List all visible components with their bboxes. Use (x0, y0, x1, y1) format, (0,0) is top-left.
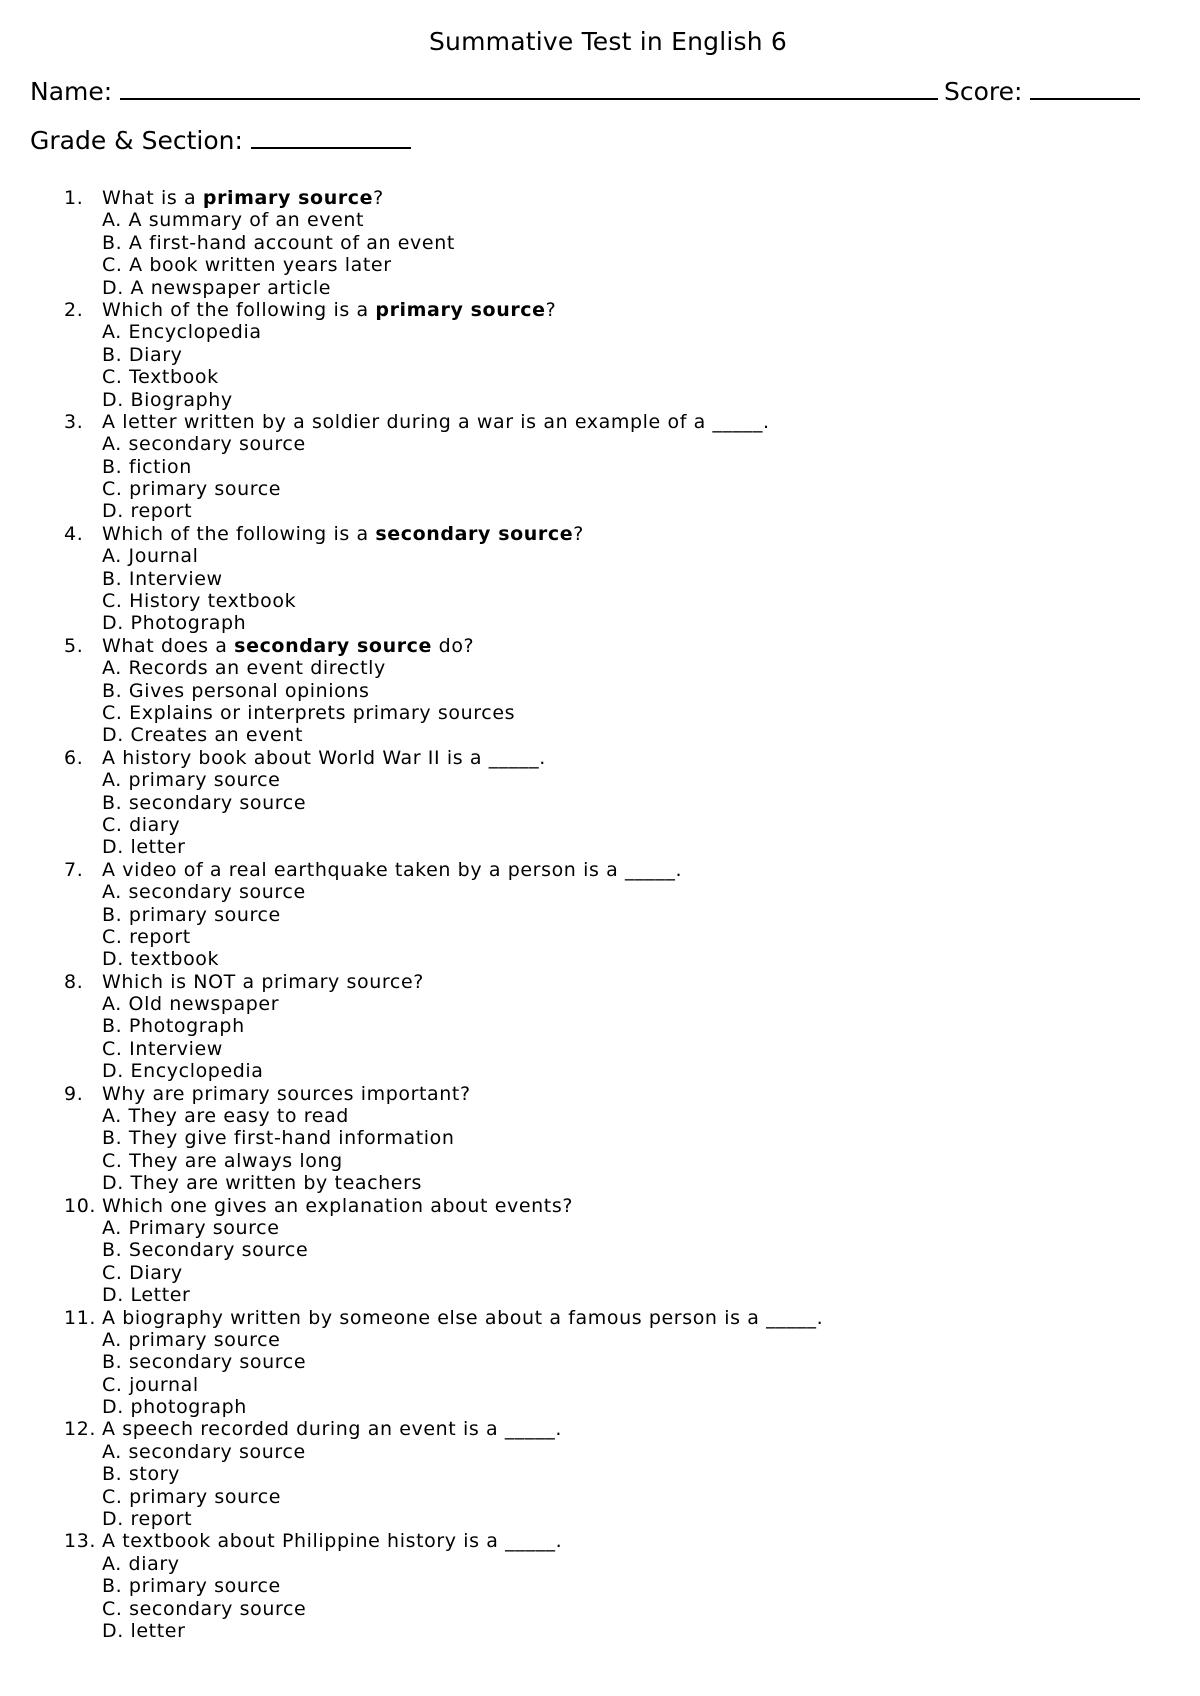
name-field (30, 76, 938, 108)
question-text-end: ? (373, 187, 384, 209)
question-item (64, 859, 823, 971)
answer-option[interactable]: D. They are written by teachers (102, 1172, 423, 1195)
answer-option[interactable]: A. Journal (102, 545, 199, 568)
question-number: 11. (64, 1306, 97, 1329)
question-text-start: Which of the following is a (102, 522, 376, 545)
question-number: 10. (64, 1194, 97, 1217)
question-text (64, 299, 823, 321)
question-number: 12. (64, 1418, 97, 1441)
answer-option[interactable]: B. Diary (102, 343, 183, 366)
question-item (64, 1307, 823, 1419)
question-number: 2. (64, 298, 84, 321)
answer-option[interactable]: B. fiction (102, 455, 192, 478)
question-item (64, 1530, 823, 1642)
answer-option[interactable]: C. A book written years later (102, 254, 392, 277)
question-key-term: primary source (202, 187, 374, 209)
answer-option[interactable]: D. photograph (102, 1396, 247, 1419)
question-key-term: secondary source (375, 522, 574, 545)
question-text (64, 859, 823, 881)
question-item (64, 187, 823, 299)
answer-option[interactable]: A. They are easy to read (102, 1105, 349, 1128)
question-item (64, 1418, 823, 1530)
answer-option[interactable]: D. Letter (102, 1284, 191, 1307)
answer-option[interactable]: B. Secondary source (102, 1239, 309, 1262)
answer-option[interactable]: D. textbook (102, 948, 220, 971)
question-text-start: Which is NOT a primary source? (102, 970, 424, 993)
answer-option[interactable]: B. They give first-hand information (102, 1127, 455, 1150)
question-key-term: primary source (375, 298, 546, 321)
question-item (64, 747, 823, 859)
grade-section-field (30, 125, 411, 157)
answer-option[interactable]: D. A newspaper article (102, 276, 332, 299)
question-text-start: A letter written by a soldier during a war is an example of a _____. (102, 410, 770, 433)
answer-option[interactable]: D. report (102, 500, 193, 523)
answer-option[interactable]: A. A summary of an event (102, 209, 365, 232)
answer-option[interactable]: B. story (102, 1463, 180, 1486)
answer-option[interactable]: B. primary source (102, 903, 281, 926)
answer-option[interactable]: C. report (102, 925, 191, 948)
answer-option[interactable]: B. A first-hand account of an event (102, 231, 455, 254)
question-text (64, 187, 823, 209)
question-text-start: A history book about World War II is a _____. (102, 746, 546, 769)
question-text (64, 635, 823, 657)
question-text-start: What does a (102, 634, 235, 657)
score-label: Score: (944, 77, 1023, 106)
question-text (64, 971, 823, 993)
question-list (64, 187, 823, 1642)
answer-option[interactable]: D. report (102, 1508, 193, 1531)
question-number: 8. (64, 970, 84, 993)
answer-option[interactable]: C. History textbook (102, 590, 297, 613)
question-number: 9. (64, 1082, 84, 1105)
answer-option[interactable]: D. Encyclopedia (102, 1060, 264, 1083)
question-text (64, 1418, 823, 1440)
score-field (944, 76, 1140, 108)
question-item (64, 1195, 823, 1307)
question-text-start: Why are primary sources important? (102, 1082, 471, 1105)
answer-option[interactable]: C. journal (102, 1373, 199, 1396)
question-text (64, 1083, 823, 1105)
question-text (64, 1530, 823, 1552)
score-blank[interactable] (1030, 76, 1140, 100)
answer-option[interactable]: C. Explains or interprets primary sources (102, 701, 516, 724)
question-text-end: ? (573, 522, 584, 545)
answer-option[interactable]: C. primary source (102, 1485, 282, 1508)
question-item (64, 523, 823, 635)
answer-option[interactable]: A. secondary source (102, 1440, 306, 1463)
answer-option[interactable]: B. secondary source (102, 1351, 307, 1374)
question-text-end: ? (545, 298, 557, 321)
answer-option[interactable]: A. secondary source (102, 433, 306, 456)
answer-option[interactable]: A. Records an event directly (102, 657, 386, 680)
question-text (64, 523, 823, 545)
answer-option[interactable]: D. Photograph (102, 612, 247, 635)
answer-option[interactable]: A. secondary source (102, 881, 306, 904)
answer-option[interactable]: A. primary source (102, 1328, 281, 1351)
question-number: 3. (64, 410, 84, 433)
question-text (64, 1307, 823, 1329)
answer-option[interactable]: D. Creates an event (102, 724, 304, 747)
question-item (64, 971, 823, 1083)
answer-option[interactable]: D. Biography (102, 388, 233, 411)
answer-option[interactable]: B. primary source (102, 1575, 281, 1598)
question-text (64, 1195, 823, 1217)
answer-option[interactable]: B. secondary source (102, 791, 307, 814)
page-title: Summative Test in English 6 (428, 27, 788, 56)
answer-option[interactable]: B. Interview (102, 567, 223, 590)
answer-option[interactable]: C. Textbook (102, 366, 219, 389)
question-number: 6. (64, 746, 84, 769)
question-item (64, 299, 823, 411)
answer-option[interactable]: C. secondary source (102, 1597, 307, 1620)
question-item (64, 1083, 823, 1195)
answer-option[interactable]: D. letter (102, 1620, 186, 1642)
question-number: 5. (64, 634, 84, 657)
grade-section-blank[interactable] (251, 125, 411, 149)
question-text (64, 747, 823, 769)
answer-option[interactable]: B. Gives personal opinions (102, 679, 370, 702)
question-item (64, 635, 823, 747)
question-text-start: A video of a real earthquake taken by a person is a _____. (102, 858, 683, 881)
answer-option[interactable]: A. primary source (102, 769, 281, 792)
answer-option[interactable]: C. Diary (102, 1261, 183, 1284)
grade-section-label: Grade & Section: (30, 126, 243, 155)
question-text-start: A speech recorded during an event is a _____. (102, 1418, 563, 1441)
question-key-term: secondary source (234, 634, 433, 657)
answer-option[interactable]: C. diary (102, 813, 181, 836)
question-text-start: A textbook about Philippine history is a _____. (102, 1530, 563, 1553)
question-number: 7. (64, 858, 84, 881)
answer-option[interactable]: C. Interview (102, 1037, 223, 1060)
question-text (64, 411, 823, 433)
question-text-start: A biography written by someone else about a famous person is a _____. (102, 1306, 824, 1329)
answer-option[interactable]: A. Encyclopedia (102, 321, 262, 344)
question-item (64, 411, 823, 523)
answer-option[interactable]: B. Photograph (102, 1015, 245, 1038)
answer-option[interactable]: A. diary (102, 1552, 180, 1575)
answer-option[interactable]: C. primary source (102, 478, 282, 501)
answer-option[interactable]: D. letter (102, 836, 186, 859)
question-number: 4. (64, 522, 84, 545)
question-number: 13. (64, 1530, 97, 1553)
question-text-start: Which one gives an explanation about events? (102, 1194, 574, 1217)
question-text-end: do? (432, 634, 475, 657)
question-text-start: Which of the following is a (102, 298, 376, 321)
answer-option[interactable]: C. They are always long (102, 1149, 343, 1172)
question-number: 1. (64, 187, 84, 209)
answer-option[interactable]: A. Primary source (102, 1216, 280, 1239)
name-blank[interactable] (120, 76, 938, 100)
name-label: Name: (30, 77, 113, 106)
question-text-start: What is a (102, 187, 203, 209)
answer-option[interactable]: A. Old newspaper (102, 993, 280, 1016)
